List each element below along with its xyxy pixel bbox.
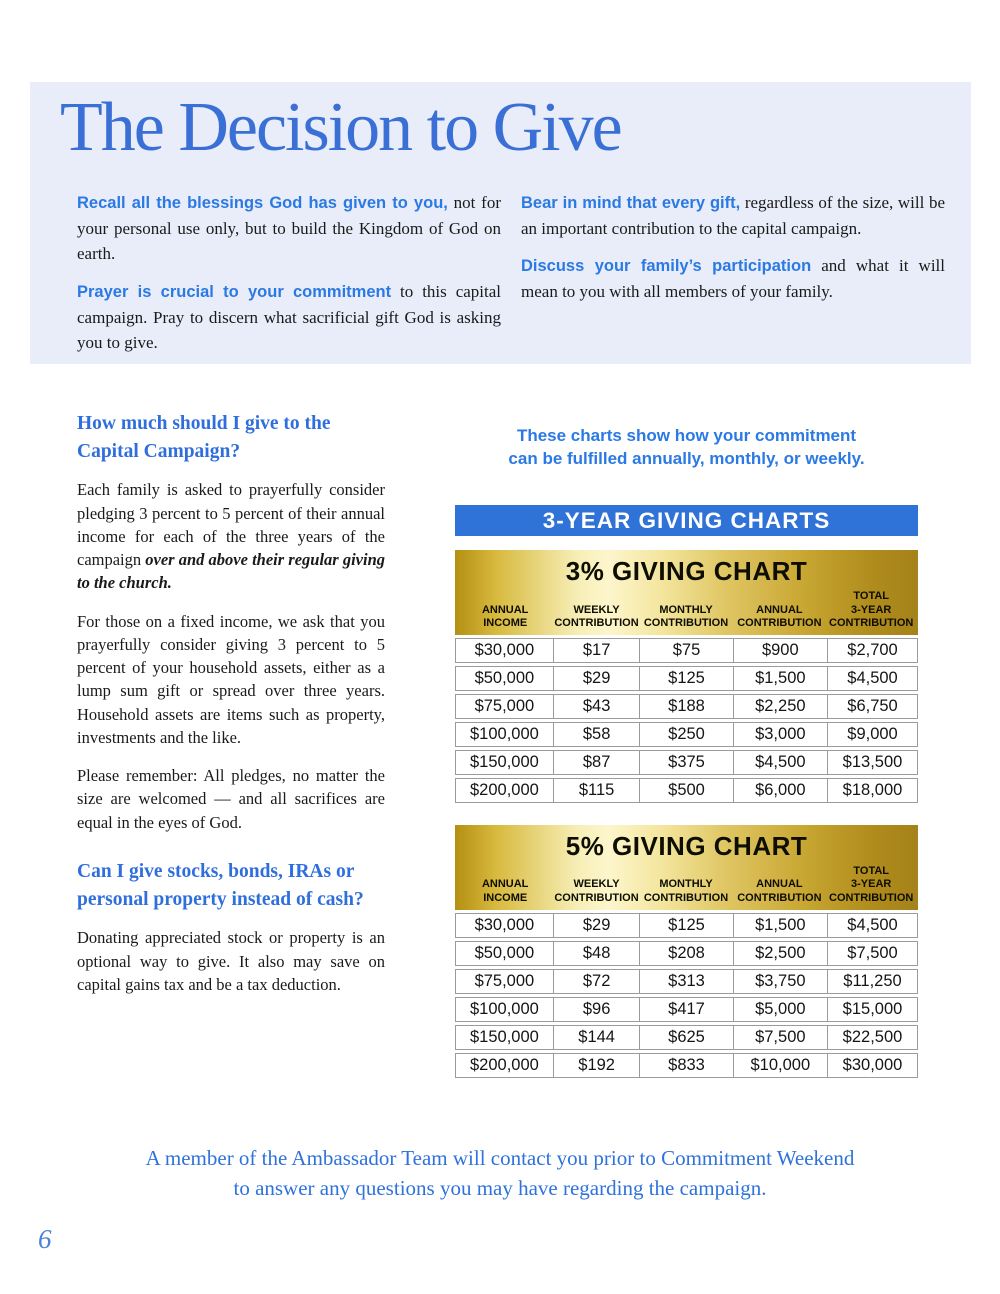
table-cell: $30,000 — [827, 1054, 917, 1077]
table-cell: $4,500 — [733, 751, 828, 774]
table-cell: $9,000 — [827, 723, 917, 746]
table-cell: $200,000 — [469, 780, 539, 799]
table-cell: $30,000 — [474, 915, 535, 934]
chart-rows — [455, 638, 918, 803]
table-cell: $250 — [639, 723, 732, 746]
chart-rows — [455, 913, 918, 1078]
column-header: ANNUAL CONTRIBUTION — [737, 603, 822, 629]
table-row — [455, 778, 918, 803]
table-cell: $48 — [553, 942, 640, 965]
table-cell: $30,000 — [474, 640, 535, 659]
paragraph-text: not for your personal use only, but to build the Kingdom of God on earth. — [77, 193, 501, 264]
body-text-column — [77, 410, 385, 1011]
table-cell: $625 — [639, 1026, 732, 1049]
giving-charts-banner: 3-YEAR GIVING CHARTS — [455, 505, 918, 536]
table-cell: $3,750 — [733, 970, 828, 993]
table-cell: $144 — [553, 1026, 640, 1049]
table-cell: $50,000 — [474, 668, 535, 687]
table-cell: $100,000 — [469, 999, 539, 1018]
table-cell: $15,000 — [827, 998, 917, 1021]
table-cell: $10,000 — [733, 1054, 828, 1077]
chart-title: 3% GIVING CHART — [565, 556, 808, 587]
column-header: MONTHLY CONTRIBUTION — [643, 603, 729, 629]
table-cell: $115 — [553, 779, 640, 802]
hero-paragraph — [521, 253, 945, 304]
table-cell: $3,000 — [733, 723, 828, 746]
charts-intro-line: These charts show how your commitment — [516, 426, 857, 445]
table-cell: $87 — [553, 751, 640, 774]
table-cell: $29 — [553, 667, 640, 690]
hero-panel — [30, 82, 971, 364]
footer-line: A member of the Ambassador Team will contact you prior to Commitment Weekend — [145, 1146, 855, 1170]
page-number: 6 — [38, 1224, 52, 1254]
chart-title: 5% GIVING CHART — [565, 830, 808, 861]
table-cell: $500 — [639, 779, 732, 802]
hero-columns — [77, 190, 945, 368]
paragraph-text: regardless of the size, will be an important contribution to the capital campaign. — [521, 193, 946, 238]
table-cell: $150,000 — [469, 1027, 539, 1046]
footer-line: to answer any questions you may have regarding the campaign. — [233, 1176, 767, 1201]
column-header: TOTAL 3-YEAR CONTRIBUTION — [829, 865, 914, 904]
column-header: ANNUAL CONTRIBUTION — [737, 878, 822, 904]
table-cell: $43 — [553, 695, 640, 718]
table-cell: $4,500 — [827, 667, 917, 690]
body-paragraph: For those on a fixed income, we ask that you prayerfully consider giving 3 percent to 5 percent of your household assets, either as a lump sum gift or spread over three years. Household assets are items such as property, investments and the like. — [77, 611, 385, 747]
column-header: ANNUAL INCOME — [481, 603, 529, 629]
table-cell: $50,000 — [474, 943, 535, 962]
chart-column-headers — [457, 865, 916, 905]
table-row — [455, 941, 918, 966]
table-cell: $125 — [639, 667, 732, 690]
table-row — [455, 722, 918, 747]
table-cell: $900 — [733, 639, 828, 662]
charts-intro — [455, 425, 918, 470]
table-cell: $75,000 — [474, 971, 535, 990]
emphasized-text: over and above their regular giving to the church. — [77, 550, 386, 593]
paragraph-text: and what it will mean to you with all members of your family. — [521, 256, 945, 301]
chart-column-headers — [457, 590, 916, 630]
page-title: The Decision to Give — [60, 89, 621, 166]
hero-paragraph — [77, 279, 501, 356]
column-header: TOTAL 3-YEAR CONTRIBUTION — [829, 590, 914, 629]
table-cell: $2,250 — [733, 695, 828, 718]
table-cell: $6,000 — [733, 779, 828, 802]
lead-in-text: Discuss your family’s participation — [521, 257, 812, 276]
table-cell: $22,500 — [827, 1026, 917, 1049]
table-cell: $2,500 — [733, 942, 828, 965]
table-cell: $58 — [553, 723, 640, 746]
table-row — [455, 997, 918, 1022]
charts-column — [455, 425, 918, 1078]
table-cell: $1,500 — [733, 914, 828, 937]
table-cell: $13,500 — [827, 751, 917, 774]
gold-chart-header — [455, 825, 918, 910]
column-header: WEEKLY CONTRIBUTION — [554, 603, 639, 629]
paragraph-text: to this capital campaign. Pray to discern what sacrificial gift God is asking you to give. — [77, 281, 502, 352]
table-cell: $7,500 — [733, 1026, 828, 1049]
column-header: ANNUAL INCOME — [481, 878, 529, 904]
table-cell: $1,500 — [733, 667, 828, 690]
table-row — [455, 1053, 918, 1078]
paragraph-text: Each family is asked to prayerfully consider pledging 3 percent to 5 percent of their annual income for each of the three years of the campaign — [77, 480, 385, 570]
table-cell: $4,500 — [827, 914, 917, 937]
table-cell: $150,000 — [469, 752, 539, 771]
table-cell: $200,000 — [469, 1055, 539, 1074]
column-header: WEEKLY CONTRIBUTION — [554, 878, 639, 904]
table-cell: $29 — [553, 914, 640, 937]
footer-note — [0, 1143, 1000, 1204]
table-row — [455, 969, 918, 994]
gold-chart-header — [455, 550, 918, 635]
table-cell: $100,000 — [469, 724, 539, 743]
table-row — [455, 750, 918, 775]
table-cell: $375 — [639, 751, 732, 774]
table-row — [455, 1025, 918, 1050]
charts-intro-line: can be fulfilled annually, monthly, or weekly. — [508, 448, 865, 468]
giving-chart-3-percent — [455, 550, 918, 803]
table-cell: $18,000 — [827, 779, 917, 802]
table-row — [455, 913, 918, 938]
table-cell: $313 — [639, 970, 732, 993]
table-cell: $7,500 — [827, 942, 917, 965]
table-cell: $75,000 — [474, 696, 535, 715]
table-cell: $192 — [553, 1054, 640, 1077]
hero-right-column — [521, 190, 945, 368]
table-cell: $417 — [639, 998, 732, 1021]
table-cell: $833 — [639, 1054, 732, 1077]
body-paragraph — [77, 478, 385, 594]
table-cell: $72 — [553, 970, 640, 993]
table-cell: $188 — [639, 695, 732, 718]
table-cell: $17 — [553, 639, 640, 662]
body-paragraph: Donating appreciated stock or property is an optional way to give. It also may save on capital gains tax and be a tax deduction. — [77, 928, 385, 994]
table-cell: $75 — [639, 639, 732, 662]
table-row — [455, 694, 918, 719]
lead-in-text: Bear in mind that every gift, — [521, 194, 741, 212]
lead-in-text: Recall all the blessings God has given to you, — [77, 194, 448, 212]
section-heading-give-amount: How much should I give to the Capital Campaign? — [77, 413, 331, 462]
hero-paragraph — [521, 190, 945, 241]
table-cell: $125 — [639, 914, 732, 937]
table-row — [455, 666, 918, 691]
table-cell: $5,000 — [733, 998, 828, 1021]
section-heading-stocks: Can I give stocks, bonds, IRAs or personal property instead of cash? — [77, 860, 364, 910]
table-cell: $6,750 — [827, 695, 917, 718]
giving-chart-5-percent — [455, 825, 918, 1078]
table-cell: $96 — [553, 998, 640, 1021]
body-paragraph: Please remember: All pledges, no matter the size are welcomed — and all sacrifices are equal in the eyes of God. — [77, 766, 385, 832]
table-cell: $11,250 — [827, 970, 917, 993]
hero-left-column — [77, 190, 501, 368]
lead-in-text: Prayer is crucial to your commitment — [77, 282, 392, 301]
table-row — [455, 638, 918, 663]
hero-paragraph — [77, 190, 501, 267]
table-cell: $208 — [639, 942, 732, 965]
column-header: MONTHLY CONTRIBUTION — [643, 878, 729, 904]
table-cell: $2,700 — [827, 639, 917, 662]
